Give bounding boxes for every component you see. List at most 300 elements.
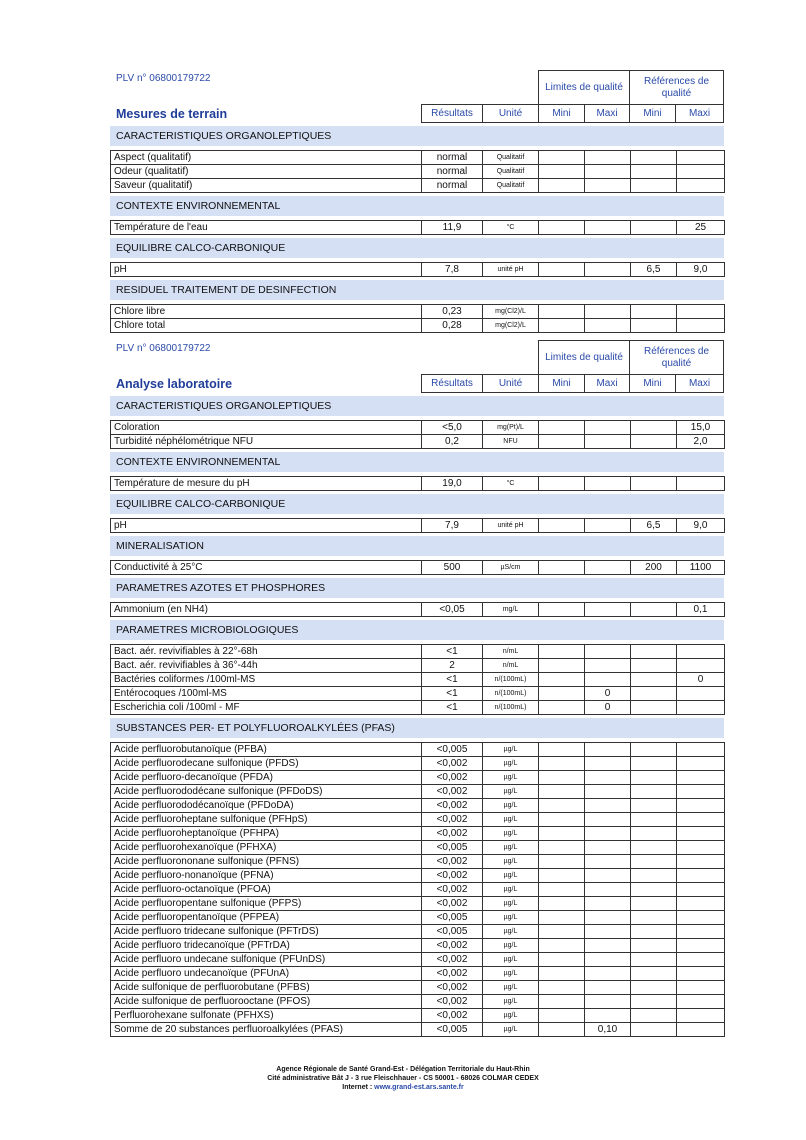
limit-maxi-cell xyxy=(585,771,631,785)
result-cell: <0,002 xyxy=(422,869,483,883)
reference-maxi-cell: 2,0 xyxy=(677,435,725,449)
table-row xyxy=(111,659,725,673)
unit-cell: n/(100mL) xyxy=(483,701,539,715)
limit-mini-cell xyxy=(539,883,585,897)
table-row xyxy=(111,179,725,193)
limites-maxi-header: Maxi xyxy=(584,374,630,393)
footer-website-link[interactable]: www.grand-est.ars.sante.fr xyxy=(374,1084,464,1091)
unit-cell: µg/L xyxy=(483,841,539,855)
result-cell: <0,002 xyxy=(422,799,483,813)
reference-maxi-cell xyxy=(677,911,725,925)
result-cell: normal xyxy=(422,165,483,179)
unit-cell: µg/L xyxy=(483,771,539,785)
reference-maxi-cell xyxy=(677,151,725,165)
parameter-cell: Acide sulfonique de perfluorobutane (PFBS) xyxy=(111,981,422,995)
unit-cell: µg/L xyxy=(483,743,539,757)
limit-mini-cell xyxy=(539,1023,585,1037)
category-header: SUBSTANCES PER- ET POLYFLUOROALKYLÉES (PFAS) xyxy=(110,718,724,738)
result-cell: <0,002 xyxy=(422,883,483,897)
limit-maxi-cell xyxy=(585,305,631,319)
result-cell: <0,002 xyxy=(422,939,483,953)
limites-header: Limites de qualité xyxy=(538,340,630,375)
footer-internet xyxy=(0,1083,806,1092)
parameter-table xyxy=(110,262,725,277)
limit-mini-cell xyxy=(539,855,585,869)
limit-maxi-cell xyxy=(585,645,631,659)
limit-mini-cell xyxy=(539,645,585,659)
reference-mini-cell xyxy=(631,785,677,799)
unit-cell: n/(100mL) xyxy=(483,687,539,701)
parameter-cell: Acide perfluoro undecane sulfonique (PFUnDS) xyxy=(111,953,422,967)
category-header: CONTEXTE ENVIRONNEMENTAL xyxy=(110,452,724,472)
unit-cell: µg/L xyxy=(483,911,539,925)
parameter-cell: Turbidité néphélométrique NFU xyxy=(111,435,422,449)
table-row xyxy=(111,939,725,953)
table-row xyxy=(111,603,725,617)
limites-mini-header: Mini xyxy=(538,374,585,393)
table-row xyxy=(111,319,725,333)
reference-mini-cell xyxy=(631,827,677,841)
limit-maxi-cell: 0,10 xyxy=(585,1023,631,1037)
limit-maxi-cell xyxy=(585,869,631,883)
parameter-cell: Acide perfluorononane sulfonique (PFNS) xyxy=(111,855,422,869)
result-cell: <0,005 xyxy=(422,911,483,925)
parameter-table xyxy=(110,476,725,491)
table-row xyxy=(111,421,725,435)
footer xyxy=(0,1065,806,1092)
reference-maxi-cell xyxy=(677,841,725,855)
reference-maxi-cell xyxy=(677,645,725,659)
terrain-block xyxy=(110,70,724,330)
table-row xyxy=(111,221,725,235)
parameter-cell: Aspect (qualitatif) xyxy=(111,151,422,165)
reference-maxi-cell xyxy=(677,687,725,701)
resultats-header: Résultats xyxy=(421,374,483,393)
limit-maxi-cell xyxy=(585,981,631,995)
reference-mini-cell xyxy=(631,925,677,939)
unit-cell: n/(100mL) xyxy=(483,673,539,687)
limit-maxi-cell xyxy=(585,743,631,757)
limit-mini-cell xyxy=(539,813,585,827)
unit-cell: µg/L xyxy=(483,939,539,953)
unit-cell: µg/L xyxy=(483,1023,539,1037)
reference-mini-cell xyxy=(631,897,677,911)
limit-mini-cell xyxy=(539,319,585,333)
reference-mini-cell xyxy=(631,659,677,673)
reference-mini-cell xyxy=(631,1023,677,1037)
reference-mini-cell xyxy=(631,435,677,449)
limit-mini-cell xyxy=(539,911,585,925)
limit-mini-cell xyxy=(539,799,585,813)
table-row xyxy=(111,785,725,799)
unit-cell: Qualitatif xyxy=(483,179,539,193)
result-cell: <0,002 xyxy=(422,771,483,785)
limit-maxi-cell xyxy=(585,319,631,333)
unit-cell: mg(Pt)/L xyxy=(483,421,539,435)
table-row xyxy=(111,1023,725,1037)
unit-cell: µg/L xyxy=(483,995,539,1009)
limit-mini-cell xyxy=(539,771,585,785)
reference-maxi-cell xyxy=(677,1009,725,1023)
reference-maxi-cell xyxy=(677,953,725,967)
reference-mini-cell xyxy=(631,855,677,869)
reference-mini-cell: 200 xyxy=(631,561,677,575)
table-row xyxy=(111,165,725,179)
table-row xyxy=(111,841,725,855)
parameter-cell: Acide perfluoropentane sulfonique (PFPS) xyxy=(111,897,422,911)
reference-mini-cell xyxy=(631,953,677,967)
reference-maxi-cell xyxy=(677,771,725,785)
limit-maxi-cell xyxy=(585,785,631,799)
result-cell: 11,9 xyxy=(422,221,483,235)
reference-maxi-cell xyxy=(677,659,725,673)
parameter-cell: Bact. aér. revivifiables à 36°-44h xyxy=(111,659,422,673)
parameter-table xyxy=(110,560,725,575)
parameter-cell: Chlore total xyxy=(111,319,422,333)
reference-mini-cell xyxy=(631,221,677,235)
plv-number: PLV n° 06800179722 xyxy=(116,343,211,354)
limit-mini-cell xyxy=(539,1009,585,1023)
limit-maxi-cell xyxy=(585,603,631,617)
table-row xyxy=(111,799,725,813)
table-row xyxy=(111,519,725,533)
limit-maxi-cell xyxy=(585,561,631,575)
reference-maxi-cell xyxy=(677,1023,725,1037)
reference-mini-cell xyxy=(631,165,677,179)
result-cell: <0,005 xyxy=(422,1023,483,1037)
unit-cell: mg(Cl2)/L xyxy=(483,319,539,333)
category-header: CARACTERISTIQUES ORGANOLEPTIQUES xyxy=(110,396,724,416)
result-cell: <1 xyxy=(422,687,483,701)
category-header: PARAMETRES AZOTES ET PHOSPHORES xyxy=(110,578,724,598)
limit-mini-cell xyxy=(539,421,585,435)
unit-cell: µg/L xyxy=(483,757,539,771)
reference-maxi-cell xyxy=(677,701,725,715)
reference-mini-cell xyxy=(631,743,677,757)
reference-maxi-cell xyxy=(677,939,725,953)
limit-mini-cell xyxy=(539,263,585,277)
limit-mini-cell xyxy=(539,967,585,981)
result-cell: <0,002 xyxy=(422,757,483,771)
limit-mini-cell xyxy=(539,981,585,995)
reference-maxi-cell xyxy=(677,743,725,757)
unit-cell: °C xyxy=(483,221,539,235)
result-cell: <1 xyxy=(422,701,483,715)
table-row xyxy=(111,477,725,491)
unit-cell: µg/L xyxy=(483,953,539,967)
reference-maxi-cell xyxy=(677,967,725,981)
reference-mini-cell xyxy=(631,911,677,925)
limit-maxi-cell xyxy=(585,263,631,277)
reference-maxi-cell xyxy=(677,925,725,939)
table-row xyxy=(111,687,725,701)
reference-maxi-cell xyxy=(677,981,725,995)
reference-mini-cell xyxy=(631,673,677,687)
result-cell: <0,002 xyxy=(422,981,483,995)
limites-maxi-header: Maxi xyxy=(584,104,630,123)
result-cell: normal xyxy=(422,179,483,193)
table-row xyxy=(111,827,725,841)
references-header: Références de qualité xyxy=(629,340,724,375)
labo-block xyxy=(110,340,724,1035)
reference-maxi-cell xyxy=(677,179,725,193)
reference-maxi-cell xyxy=(677,165,725,179)
reference-maxi-cell xyxy=(677,897,725,911)
limit-maxi-cell xyxy=(585,179,631,193)
reference-mini-cell xyxy=(631,995,677,1009)
unit-cell: µg/L xyxy=(483,967,539,981)
limit-maxi-cell xyxy=(585,911,631,925)
category-header: CARACTERISTIQUES ORGANOLEPTIQUES xyxy=(110,126,724,146)
limit-maxi-cell xyxy=(585,813,631,827)
result-cell: <0,005 xyxy=(422,925,483,939)
unit-cell: unité pH xyxy=(483,263,539,277)
reference-mini-cell xyxy=(631,869,677,883)
limit-maxi-cell xyxy=(585,435,631,449)
unit-cell: µg/L xyxy=(483,813,539,827)
limit-maxi-cell xyxy=(585,151,631,165)
table-row xyxy=(111,981,725,995)
reference-mini-cell xyxy=(631,813,677,827)
limit-maxi-cell xyxy=(585,967,631,981)
reference-maxi-cell: 25 xyxy=(677,221,725,235)
table-row xyxy=(111,855,725,869)
limit-maxi-cell xyxy=(585,953,631,967)
table-row xyxy=(111,911,725,925)
limit-mini-cell xyxy=(539,995,585,1009)
plv-number: PLV n° 06800179722 xyxy=(116,73,211,84)
reference-maxi-cell: 1100 xyxy=(677,561,725,575)
unit-cell: mg/L xyxy=(483,603,539,617)
limit-maxi-cell xyxy=(585,925,631,939)
footer-agency: Agence Régionale de Santé Grand-Est - Délégation Territoriale du Haut-Rhin xyxy=(276,1066,530,1073)
unit-cell: µg/L xyxy=(483,869,539,883)
parameter-cell: Acide perfluoroheptanoïque (PFHPA) xyxy=(111,827,422,841)
parameter-cell: Conductivité à 25°C xyxy=(111,561,422,575)
limit-maxi-cell xyxy=(585,841,631,855)
reference-maxi-cell xyxy=(677,827,725,841)
unit-cell: µg/L xyxy=(483,925,539,939)
result-cell: 0,23 xyxy=(422,305,483,319)
reference-mini-cell xyxy=(631,981,677,995)
limit-maxi-cell xyxy=(585,855,631,869)
footer-internet-label: Internet : xyxy=(342,1084,375,1091)
result-cell: <5,0 xyxy=(422,421,483,435)
limit-mini-cell xyxy=(539,179,585,193)
result-cell: <0,05 xyxy=(422,603,483,617)
parameter-table xyxy=(110,742,725,1037)
limites-mini-header: Mini xyxy=(538,104,585,123)
reference-maxi-cell xyxy=(677,305,725,319)
table-row xyxy=(111,813,725,827)
result-cell: <0,002 xyxy=(422,1009,483,1023)
section-title: Mesures de terrain xyxy=(116,107,228,121)
section-title: Analyse laboratoire xyxy=(116,377,233,391)
resultats-header: Résultats xyxy=(421,104,483,123)
parameter-cell: Acide perfluoro-nonanoïque (PFNA) xyxy=(111,869,422,883)
parameter-cell: Perfluorohexane sulfonate (PFHXS) xyxy=(111,1009,422,1023)
limit-maxi-cell xyxy=(585,477,631,491)
limit-mini-cell xyxy=(539,841,585,855)
result-cell: <0,002 xyxy=(422,785,483,799)
table-row xyxy=(111,869,725,883)
parameter-table xyxy=(110,304,725,333)
parameter-table xyxy=(110,644,725,715)
parameter-cell: Acide perfluoro tridecanoïque (PFTrDA) xyxy=(111,939,422,953)
limit-mini-cell xyxy=(539,151,585,165)
parameter-cell: Acide perfluoropentanoïque (PFPEA) xyxy=(111,911,422,925)
parameter-cell: Acide perfluorobutanoïque (PFBA) xyxy=(111,743,422,757)
result-cell: 0,2 xyxy=(422,435,483,449)
parameter-cell: Bactéries coliformes /100ml-MS xyxy=(111,673,422,687)
parameter-cell: Acide perfluoro-decanoïque (PFDA) xyxy=(111,771,422,785)
references-mini-header: Mini xyxy=(629,374,676,393)
result-cell: normal xyxy=(422,151,483,165)
limit-mini-cell xyxy=(539,435,585,449)
table-row xyxy=(111,897,725,911)
parameter-cell: Température de l'eau xyxy=(111,221,422,235)
parameter-cell: Odeur (qualitatif) xyxy=(111,165,422,179)
table-row xyxy=(111,151,725,165)
parameter-table xyxy=(110,518,725,533)
table-row xyxy=(111,1009,725,1023)
unit-cell: unité pH xyxy=(483,519,539,533)
limit-maxi-cell xyxy=(585,995,631,1009)
table-row xyxy=(111,953,725,967)
reference-mini-cell xyxy=(631,939,677,953)
table-row xyxy=(111,967,725,981)
limit-mini-cell xyxy=(539,897,585,911)
reference-mini-cell xyxy=(631,757,677,771)
unit-cell: mg(Cl2)/L xyxy=(483,305,539,319)
parameter-cell: Acide perfluoroheptane sulfonique (PFHpS) xyxy=(111,813,422,827)
reference-mini-cell: 6,5 xyxy=(631,519,677,533)
parameter-cell: Escherichia coli /100ml - MF xyxy=(111,701,422,715)
unit-cell: µg/L xyxy=(483,785,539,799)
reference-maxi-cell xyxy=(677,995,725,1009)
parameter-cell: Acide perfluorohexanoïque (PFHXA) xyxy=(111,841,422,855)
limit-maxi-cell: 0 xyxy=(585,701,631,715)
reference-maxi-cell: 9,0 xyxy=(677,263,725,277)
reference-maxi-cell xyxy=(677,799,725,813)
parameter-cell: Acide perfluoro-octanoïque (PFOA) xyxy=(111,883,422,897)
unit-cell: °C xyxy=(483,477,539,491)
unit-cell: µg/L xyxy=(483,897,539,911)
limit-maxi-cell xyxy=(585,659,631,673)
reference-mini-cell xyxy=(631,841,677,855)
limit-maxi-cell xyxy=(585,897,631,911)
reference-mini-cell xyxy=(631,1009,677,1023)
reference-mini-cell xyxy=(631,883,677,897)
parameter-cell: Acide perfluorododécanoïque (PFDoDA) xyxy=(111,799,422,813)
parameter-cell: Coloration xyxy=(111,421,422,435)
limit-mini-cell xyxy=(539,687,585,701)
reference-mini-cell xyxy=(631,477,677,491)
reference-maxi-cell: 0 xyxy=(677,673,725,687)
parameter-table xyxy=(110,150,725,193)
table-row xyxy=(111,645,725,659)
result-cell: 500 xyxy=(422,561,483,575)
result-cell: <0,002 xyxy=(422,827,483,841)
unit-cell: n/mL xyxy=(483,659,539,673)
reference-maxi-cell xyxy=(677,319,725,333)
reference-mini-cell xyxy=(631,179,677,193)
result-cell: <0,002 xyxy=(422,813,483,827)
category-header: PARAMETRES MICROBIOLOGIQUES xyxy=(110,620,724,640)
parameter-cell: Acide perfluorodecane sulfonique (PFDS) xyxy=(111,757,422,771)
result-cell: <0,002 xyxy=(422,953,483,967)
limit-maxi-cell xyxy=(585,221,631,235)
limit-mini-cell xyxy=(539,869,585,883)
reference-mini-cell xyxy=(631,799,677,813)
table-row xyxy=(111,771,725,785)
result-cell: 19,0 xyxy=(422,477,483,491)
result-cell: <0,002 xyxy=(422,897,483,911)
references-mini-header: Mini xyxy=(629,104,676,123)
limit-mini-cell xyxy=(539,561,585,575)
limit-mini-cell xyxy=(539,757,585,771)
reference-mini-cell xyxy=(631,305,677,319)
table-row xyxy=(111,925,725,939)
limit-mini-cell xyxy=(539,785,585,799)
reference-maxi-cell xyxy=(677,855,725,869)
limit-mini-cell xyxy=(539,743,585,757)
category-header: MINERALISATION xyxy=(110,536,724,556)
parameter-table xyxy=(110,420,725,449)
limit-maxi-cell: 0 xyxy=(585,687,631,701)
parameter-cell: Acide perfluoro undecanoïque (PFUnA) xyxy=(111,967,422,981)
limit-mini-cell xyxy=(539,827,585,841)
unit-cell: µg/L xyxy=(483,827,539,841)
table-row xyxy=(111,673,725,687)
unit-cell: Qualitatif xyxy=(483,165,539,179)
limit-mini-cell xyxy=(539,659,585,673)
limit-maxi-cell xyxy=(585,165,631,179)
unit-cell: µg/L xyxy=(483,799,539,813)
parameter-cell: Acide perfluoro tridecane sulfonique (PFTrDS) xyxy=(111,925,422,939)
reference-maxi-cell xyxy=(677,757,725,771)
limit-maxi-cell xyxy=(585,673,631,687)
result-cell: 0,28 xyxy=(422,319,483,333)
table-row xyxy=(111,435,725,449)
table-row xyxy=(111,757,725,771)
unit-cell: NFU xyxy=(483,435,539,449)
reference-maxi-cell xyxy=(677,869,725,883)
parameter-cell: Acide sulfonique de perfluorooctane (PFOS) xyxy=(111,995,422,1009)
limit-mini-cell xyxy=(539,477,585,491)
result-cell: <1 xyxy=(422,673,483,687)
unit-cell: µS/cm xyxy=(483,561,539,575)
reference-maxi-cell xyxy=(677,477,725,491)
result-cell: <0,002 xyxy=(422,967,483,981)
reference-mini-cell xyxy=(631,687,677,701)
unit-cell: n/mL xyxy=(483,645,539,659)
limit-mini-cell xyxy=(539,701,585,715)
unit-cell: µg/L xyxy=(483,981,539,995)
result-cell: 2 xyxy=(422,659,483,673)
reference-mini-cell xyxy=(631,701,677,715)
result-cell: <0,005 xyxy=(422,743,483,757)
reference-mini-cell xyxy=(631,645,677,659)
reference-maxi-cell xyxy=(677,813,725,827)
limit-mini-cell xyxy=(539,925,585,939)
limit-maxi-cell xyxy=(585,519,631,533)
reference-maxi-cell xyxy=(677,785,725,799)
limit-maxi-cell xyxy=(585,421,631,435)
reference-mini-cell xyxy=(631,151,677,165)
reference-mini-cell xyxy=(631,771,677,785)
category-header: RESIDUEL TRAITEMENT DE DESINFECTION xyxy=(110,280,724,300)
